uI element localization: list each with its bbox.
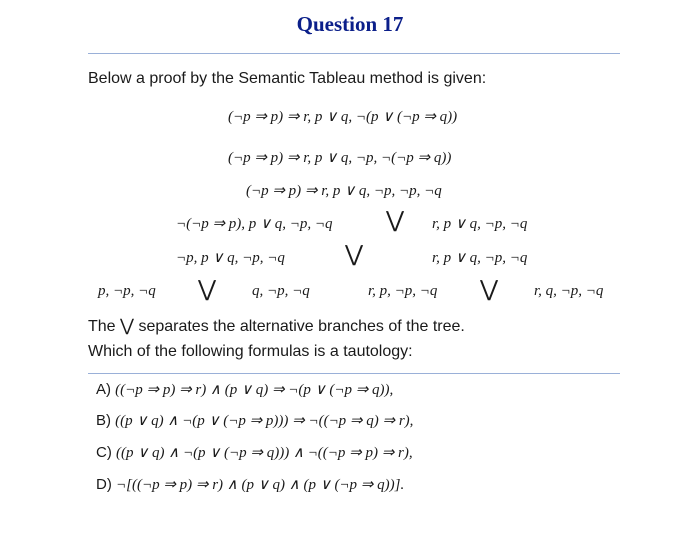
tableau-line-1: (¬p ⇒ p) ⇒ r, p ∨ q, ¬(p ∨ (¬p ⇒ q)) xyxy=(228,109,458,125)
tableau-line-2: (¬p ⇒ p) ⇒ r, p ∨ q, ¬p, ¬(¬p ⇒ q)) xyxy=(228,150,452,166)
tableau-leaf-3: r, p, ¬p, ¬q xyxy=(368,283,438,299)
separator-note-post: separates the alternative branches of the tree. xyxy=(138,318,465,335)
title-divider xyxy=(88,53,620,54)
branch-separator-1: ⋁ xyxy=(386,208,405,233)
option-a-formula: ((¬p ⇒ p) ⇒ r) ∧ (p ∨ q) ⇒ ¬(p ∨ (¬p ⇒ q)), xyxy=(115,382,394,398)
tableau-branch-left-2: ¬p, p ∨ q, ¬p, ¬q xyxy=(176,250,285,266)
option-b-label: B) xyxy=(96,412,111,429)
options-divider xyxy=(88,373,620,374)
option-d-formula: ¬[((¬p ⇒ p) ⇒ r) ∧ (p ∨ q) ∧ (p ∨ (¬p ⇒ q))]. xyxy=(116,477,405,493)
tableau-leaf-4: r, q, ¬p, ¬q xyxy=(534,283,604,299)
question-title: Question 17 xyxy=(296,12,404,36)
separator-note-pre: The xyxy=(88,318,116,335)
branch-separator-3: ⋁ xyxy=(198,277,217,302)
tableau-leaf-1: p, ¬p, ¬q xyxy=(98,283,156,299)
tableau-branch-left-1: ¬(¬p ⇒ p), p ∨ q, ¬p, ¬q xyxy=(176,216,333,232)
tableau-leaf-2: q, ¬p, ¬q xyxy=(252,283,310,299)
tableau-branch-right-2: r, p ∨ q, ¬p, ¬q xyxy=(432,250,528,266)
intro-text: Below a proof by the Semantic Tableau method is given: xyxy=(88,70,487,87)
question-prompt: Which of the following formulas is a tautology: xyxy=(88,343,413,360)
option-c[interactable] xyxy=(96,443,413,462)
tableau-line-3: (¬p ⇒ p) ⇒ r, p ∨ q, ¬p, ¬p, ¬q xyxy=(246,183,442,199)
option-c-label: C) xyxy=(96,444,112,461)
branch-separator-4: ⋁ xyxy=(480,277,499,302)
option-d[interactable] xyxy=(96,475,404,494)
option-a-label: A) xyxy=(96,381,111,398)
option-b-formula: ((p ∨ q) ∧ ¬(p ∨ (¬p ⇒ p))) ⇒ ¬((¬p ⇒ q) ⇒ r), xyxy=(115,413,414,429)
option-b[interactable] xyxy=(96,411,413,430)
option-c-formula: ((p ∨ q) ∧ ¬(p ∨ (¬p ⇒ q))) ∧ ¬((¬p ⇒ p) ⇒ r), xyxy=(116,445,413,461)
separator-note-symbol: ⋁ xyxy=(120,316,134,336)
option-d-label: D) xyxy=(96,476,112,493)
tableau-branch-right-1: r, p ∨ q, ¬p, ¬q xyxy=(432,216,528,232)
branch-separator-2: ⋁ xyxy=(345,242,364,267)
option-a[interactable] xyxy=(96,380,393,399)
separator-note xyxy=(88,316,465,336)
